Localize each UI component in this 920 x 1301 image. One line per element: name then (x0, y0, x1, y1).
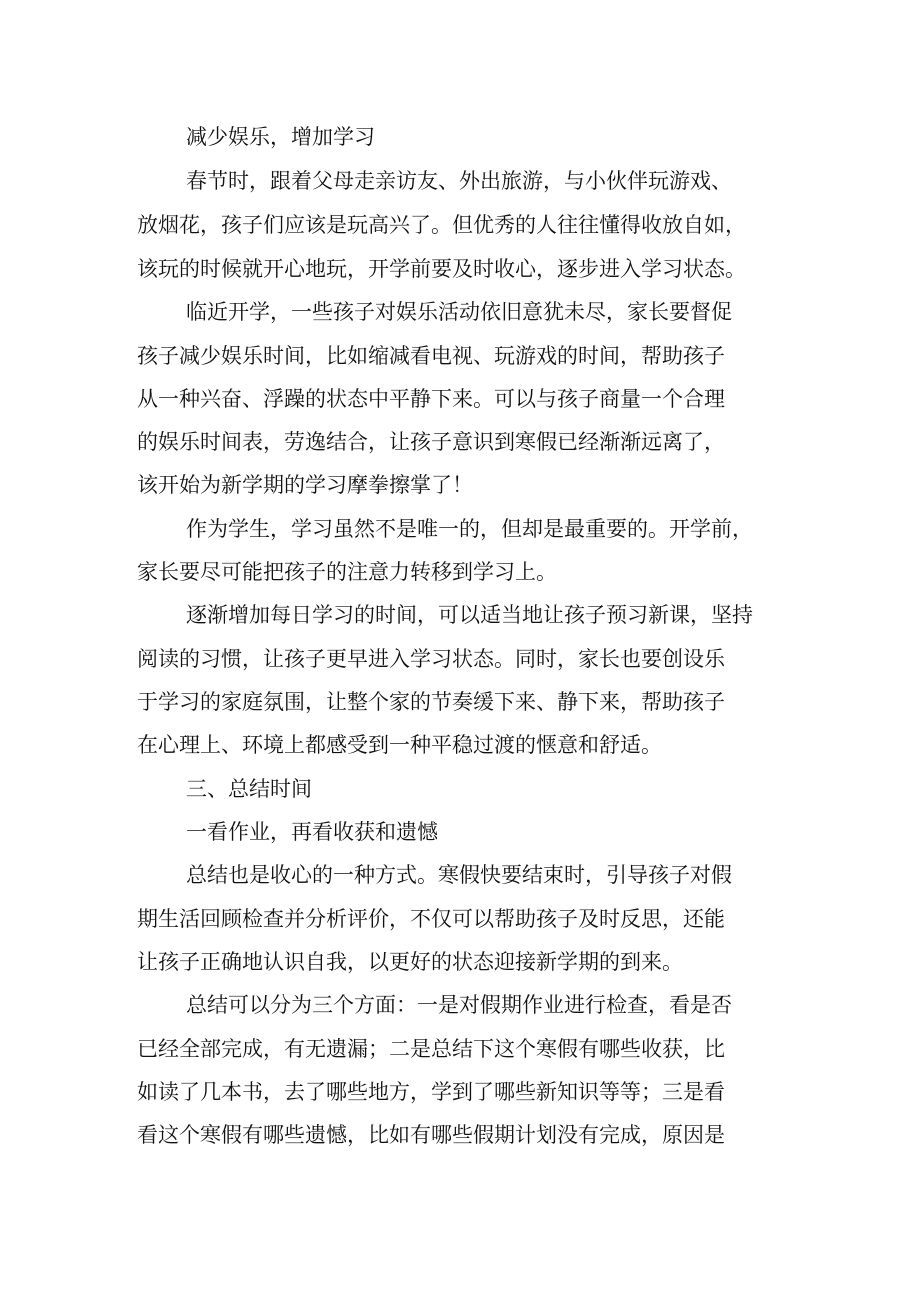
text-line: 家长要尽可能把孩子的注意力转移到学习上。 (137, 560, 557, 584)
text-line: 孩子减少娱乐时间，比如缩减看电视、玩游戏的时间，帮助孩子 (137, 344, 725, 368)
text-line: 让孩子正确地认识自我，以更好的状态迎接新学期的到来。 (137, 950, 683, 974)
text-line: 临近开学，一些孩子对娱乐活动依旧意犹未尽，家长要督促 (186, 300, 732, 324)
text-line: 该开始为新学期的学习摩拳擦掌了！ (137, 473, 473, 497)
text-line: 作为学生，学习虽然不是唯一的，但却是最重要的。开学前， (186, 517, 753, 541)
text-line: 放烟花，孩子们应该是玩高兴了。但优秀的人往往懂得收放自如， (137, 213, 746, 237)
text-line: 如读了几本书，去了哪些地方，学到了哪些新知识等等；三是看 (137, 1080, 725, 1104)
text-line: 从一种兴奋、浮躁的状态中平静下来。可以与孩子商量一个合理 (137, 387, 725, 411)
text-line: 春节时，跟着父母走亲访友、外出旅游，与小伙伴玩游戏、 (186, 169, 732, 193)
text-line: 看这个寒假有哪些遗憾，比如有哪些假期计划没有完成，原因是 (137, 1123, 725, 1147)
text-line: 总结也是收心的一种方式。寒假快要结束时，引导孩子对假 (186, 863, 732, 887)
text-line: 总结可以分为三个方面：一是对假期作业进行检查，看是否 (186, 993, 732, 1017)
text-line: 阅读的习惯，让孩子更早进入学习状态。同时，家长也要创设乐 (137, 647, 725, 671)
text-line: 于学习的家庭氛围，让整个家的节奏缓下来、静下来，帮助孩子 (137, 690, 725, 714)
text-line: 该玩的时候就开心地玩，开学前要及时收心，逐步进入学习状态。 (137, 257, 746, 281)
text-line: 已经全部完成，有无遗漏；二是总结下这个寒假有哪些收获，比 (137, 1037, 725, 1061)
text-line: 的娱乐时间表，劳逸结合，让孩子意识到寒假已经渐渐远离了， (137, 430, 725, 454)
subheading-reduce-entertainment: 减少娱乐，增加学习 (186, 125, 375, 149)
text-line: 期生活回顾检查并分析评价，不仅可以帮助孩子及时反思，还能 (137, 907, 725, 931)
section-heading-summary-time: 三、总结时间 (186, 777, 312, 801)
text-line: 逐渐增加每日学习的时间，可以适当地让孩子预习新课，坚持 (186, 603, 753, 627)
subheading-check-homework: 一看作业，再看收获和遗憾 (186, 820, 438, 844)
text-line: 在心理上、环境上都感受到一种平稳过渡的惬意和舒适。 (137, 733, 662, 757)
